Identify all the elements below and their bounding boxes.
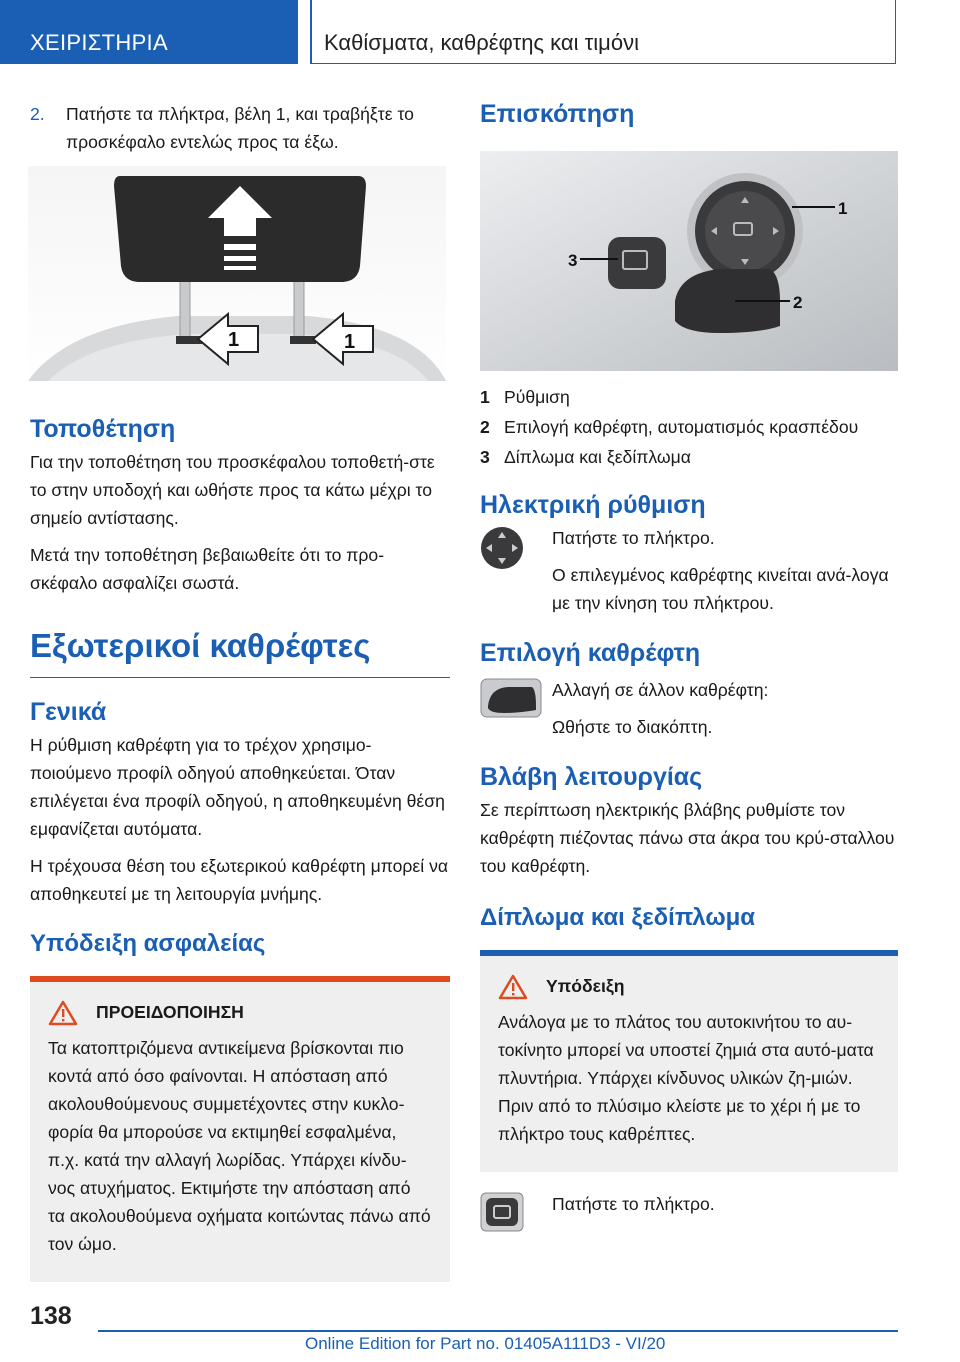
warning-text: Τα κατοπτριζόμενα αντικείμενα βρίσκονται πιο κοντά από όσο φαίνονται. Η απόσταση από ακολουθούμενους συμμετέχοντες στην κυκλο-φορία θα μπορούσε να εκτιμηθεί εσφαλμένα, π.χ. κατά την αλλαγή λωρίδας. Υπάρχει κίνδυ-νος ατυχήματος. Εκτιμήστε την απόσταση από τα ακολουθούμενα οχήματα κοιτώντας πάνω από τον ώμο. <box>48 1038 431 1254</box>
electric-row <box>480 524 898 617</box>
note-title-row <box>498 976 880 1002</box>
mirror-switch-illustration <box>480 151 898 371</box>
select-paragraph-1: Αλλαγή σε άλλον καθρέφτη: <box>552 680 769 700</box>
placement-paragraph-1: Για την τοποθέτηση του προσκέφαλου τοποθετή-στε το στην υποδοχή και ωθήστε προς τα κάτω μέχρι το σημείο αντίστασης. <box>30 452 435 528</box>
general-heading: Γενικά <box>30 698 107 726</box>
mirrors-heading: Εξωτερικοί καθρέφτες <box>30 627 450 678</box>
fold-paragraph: Πατήστε το πλήκτρο. <box>552 1194 715 1214</box>
figure-label-1: 1 <box>838 199 848 218</box>
figure-label-3: 3 <box>568 251 578 270</box>
electric-paragraph-1: Πατήστε το πλήκτρο. <box>552 528 715 548</box>
fault-paragraph: Σε περίπτωση ηλεκτρικής βλάβης ρυθμίστε τον καθρέφτη πιέζοντας πάνω στα άκρα του κρύ-σταλλου του καθρέφτη. <box>480 800 895 876</box>
warning-box <box>30 976 450 1282</box>
legend-list <box>480 383 898 471</box>
mirror-fold-button-icon <box>480 1192 524 1232</box>
section-tab: ΧΕΙΡΙΣΤΗΡΙΑ <box>0 0 298 64</box>
select-heading: Επιλογή καθρέφτη <box>480 639 701 667</box>
general-paragraph-1: Η ρύθμιση καθρέφτη για το τρέχον χρησιμο-ποιούμενο προφίλ οδηγού αποθηκεύεται. Όταν επιλέγεται ένα προφίλ οδηγού, η αποθηκευμένη θέση εμφανίζεται αυτόματα. <box>30 735 445 839</box>
select-paragraph-2: Ωθήστε το διακόπτη. <box>552 717 713 737</box>
general-paragraph-2: Η τρέχουσα θέση του εξωτερικού καθρέφτη μπορεί να αποθηκευτεί με τη λειτουργία μνήμης. <box>30 856 449 904</box>
note-text: Ανάλογα με το πλάτος του αυτοκινήτου το αυ-τοκίνητο μπορεί να υποστεί ζημιά στα αυτό-ματα πλυντήρια. Υπάρχει κίνδυνος υλικών ζη-μιών. Πριν από το πλύσιμο κλείστε με το χέρι ή με το πλήκτρο τους καθρέπτες. <box>498 1012 874 1144</box>
warning-title: ΠΡΟΕΙΔΟΠΟΙΗΣΗ <box>96 1002 244 1022</box>
warning-title-row <box>48 1002 432 1028</box>
fault-heading: Βλάβη λειτουργίας <box>480 763 703 791</box>
headrest-illustration <box>28 166 446 391</box>
headrest-figure <box>28 166 446 391</box>
step-text: Πατήστε τα πλήκτρα, βέλη 1, και τραβήξτε το προσκέφαλο εντελώς προς τα έξω. <box>66 104 414 152</box>
overview-heading: Επισκόπηση <box>480 100 635 128</box>
edition-text: Online Edition for Part no. 01405A111D3 - VI/20 <box>305 1334 666 1353</box>
warning-triangle-icon <box>48 1000 78 1026</box>
electric-paragraph-2-start: Ο επιλεγμένος καθρέφτης κινείται ανά-λογα με την κίνηση του πλήκτρου. <box>552 565 889 613</box>
fold-heading: Δίπλωμα και ξεδίπλωμα <box>480 904 756 931</box>
page-number: 138 <box>30 1302 72 1330</box>
footer-rule <box>98 1330 898 1332</box>
right-column <box>480 100 898 1218</box>
safety-heading: Υπόδειξη ασφαλείας <box>30 930 266 957</box>
left-column <box>30 100 450 1282</box>
mirror-select-switch-icon <box>480 678 542 718</box>
figure-label-1a: 1 <box>228 329 240 351</box>
electric-heading: Ηλεκτρική ρύθμιση <box>480 491 706 519</box>
legend-item: 3 Δίπλωμα και ξεδίπλωμα <box>480 447 691 467</box>
mirror-switch-figure <box>480 151 898 371</box>
note-triangle-icon <box>498 974 528 1000</box>
select-row <box>480 676 898 741</box>
placement-paragraph-2: Μετά την τοποθέτηση βεβαιωθείτε ότι το προ-σκέφαλο ασφαλίζει σωστά. <box>30 545 385 593</box>
chapter-title: Καθίσματα, καθρέφτης και τιμόνι <box>312 0 896 64</box>
placement-heading: Τοποθέτηση <box>30 415 176 443</box>
legend-item: 1 Ρύθμιση <box>480 387 570 407</box>
figure-label-2: 2 <box>793 293 803 312</box>
fold-row <box>480 1190 898 1218</box>
figure-label-1b: 1 <box>344 331 356 353</box>
step-2 <box>30 100 450 156</box>
mirror-adjust-button-icon <box>480 526 524 570</box>
step-number: 2. <box>30 104 45 124</box>
note-title: Υπόδειξη <box>546 976 625 996</box>
note-box <box>480 950 898 1172</box>
legend-item: 2 Επιλογή καθρέφτη, αυτοματισμός κρασπέδου <box>480 417 859 437</box>
